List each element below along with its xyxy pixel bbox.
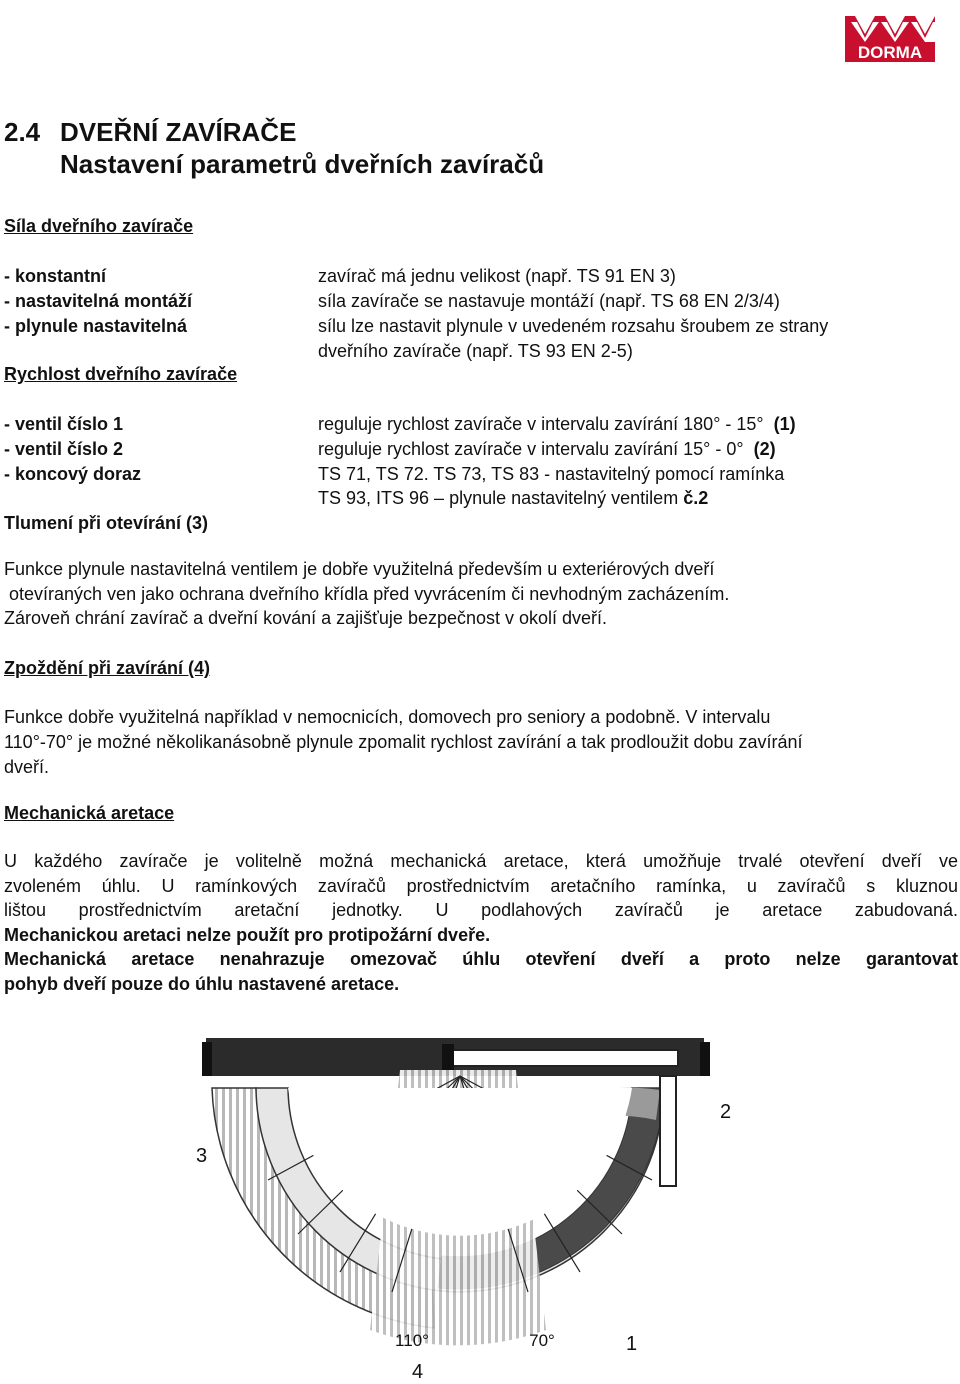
section-number: 2.4 (4, 117, 41, 147)
rychlost-desc: reguluje rychlost zavírače v intervalu zavírání 15° - 0° (2) (318, 439, 776, 459)
rychlost-desc-continued: TS 93, ITS 96 – plynule nastavitelný ventilem č.2 (318, 488, 709, 508)
paragraph-line: dveří. (4, 757, 50, 777)
label-70-deg: 70° (529, 1331, 555, 1350)
paragraph-line: lištou prostřednictvím aretační jednotky. U podlahových zavíračů je aretace zabudovaná. (4, 900, 958, 920)
warning-line: Mechanická aretace nenahrazuje omezovač úhlu otevření dveří a proto nelze garantovat (4, 949, 958, 969)
section-zpozdeni-title: Zpoždění při zavírání (4) (4, 658, 211, 678)
sila-desc: zavírač má jednu velikost (např. TS 91 EN 3) (318, 266, 676, 286)
rychlost-term: - koncový doraz (4, 464, 142, 484)
paragraph-line: U každého zavírače je volitelně možná mechanická aretace, která umožňuje trvalé otevření dveří ve (4, 851, 958, 871)
hinge (442, 1044, 454, 1074)
page-subtitle: Nastavení parametrů dveřních zavíračů (60, 149, 545, 179)
label-110-deg: 110° (395, 1331, 429, 1350)
rychlost-term: - ventil číslo 2 (4, 439, 124, 459)
section-sila-title: Síla dveřního zavírače (4, 216, 194, 236)
sila-term: - konstantní (4, 266, 106, 286)
sila-desc-continued: dveřního zavírače (např. TS 93 EN 2-5) (318, 341, 633, 361)
aretace-paragraph (4, 849, 958, 996)
section-rychlost-title: Rychlost dveřního zavírače (4, 364, 238, 384)
dorma-logo (843, 12, 938, 69)
section-tlumeni-title: Tlumení při otevírání (3) (4, 513, 209, 533)
label-3: 3 (196, 1145, 208, 1167)
door-open (660, 1076, 676, 1186)
rychlost-desc: TS 71, TS 72. TS 73, TS 83 - nastavitelný pomocí ramínka (318, 464, 785, 484)
rychlost-tag: (1) (773, 414, 796, 434)
paragraph-line: 110°-70° je možné několikanásobně plynule zpomalit rychlost zavírání a tak prodloužit dobu zavírání (4, 732, 803, 752)
paragraph-line: Zároveň chrání zavírač a dveřní kování a zajišťuje bezpečnost v okolí dveří. (4, 608, 608, 628)
sila-desc: síla zavírače se nastavuje montáží (např. TS 68 EN 2/3/4) (318, 291, 780, 311)
sila-desc: sílu lze nastavit plynule v uvedeném rozsahu šroubem ze strany (318, 316, 829, 336)
paragraph-line: Funkce plynule nastavitelná ventilem je dobře využitelná především u exteriérových dveří (4, 559, 715, 579)
dorma-logo-mark (843, 12, 938, 64)
paragraph-line: zvoleném úhlu. U ramínkových zavíračů prostřednictvím aretačního ramínka, u zavíračů s kluznou (4, 875, 958, 896)
rychlost-desc: reguluje rychlost zavírače v intervalu zavírání 180° - 15° (1) (318, 414, 796, 434)
warning-line: pohyb dveří pouze do úhlu nastavené aretace. (4, 973, 400, 994)
sila-term: - plynule nastavitelná (4, 316, 188, 336)
rychlost-term: - ventil číslo 1 (4, 414, 124, 434)
page-title: DVEŘNÍ ZAVÍRAČE (60, 117, 297, 147)
logo-text: DORMA (857, 43, 923, 62)
warning-line: Mechanickou aretaci nelze použít pro protipožární dveře. (4, 924, 491, 945)
door-closer-diagram (180, 1030, 740, 1384)
paragraph-line: Funkce dobře využitelná například v nemocnicích, domovech pro seniory a podobně. V intervalu (4, 707, 771, 727)
label-2: 2 (720, 1101, 732, 1123)
door-closed (452, 1050, 678, 1066)
sila-term: - nastavitelná montáží (4, 291, 193, 311)
rychlost-tag: (2) (753, 439, 776, 459)
label-4: 4 (412, 1361, 424, 1383)
label-1: 1 (626, 1333, 638, 1355)
section-aretace-title: Mechanická aretace (4, 803, 175, 823)
paragraph-line: otevíraných ven jako ochrana dveřního křídla před vyvrácením či nevhodným zacházením. (4, 584, 730, 604)
